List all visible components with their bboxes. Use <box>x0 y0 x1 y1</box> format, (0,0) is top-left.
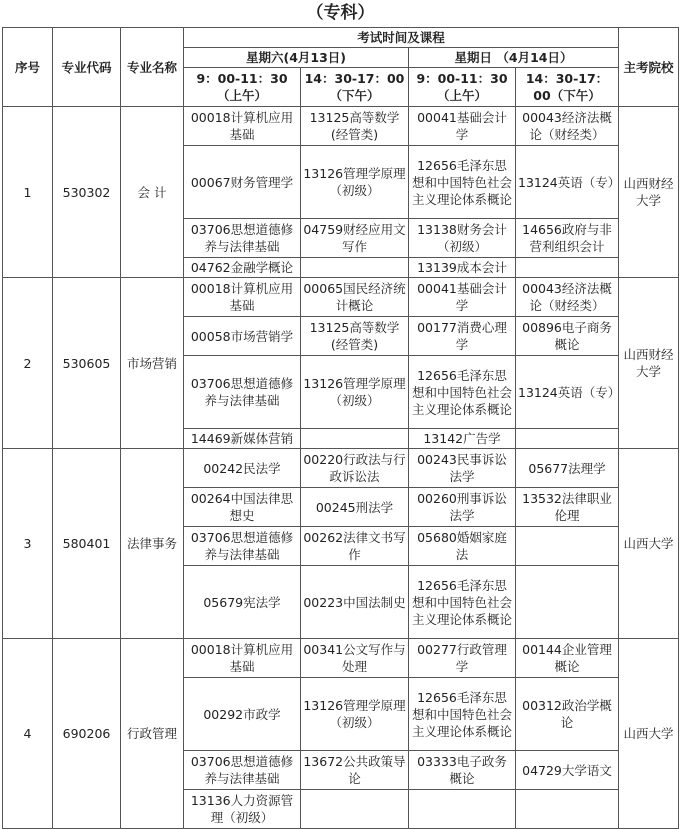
course-cell: 00242民法学 <box>184 449 301 488</box>
course-cell <box>516 527 619 566</box>
header-exam-schedule: 考试时间及课程 <box>184 28 619 48</box>
major-seq: 3 <box>3 449 53 639</box>
header-schools: 主考院校 <box>619 28 679 107</box>
major-name: 行政管理 <box>121 639 184 829</box>
course-cell: 00245刑法学 <box>301 488 409 527</box>
course-cell: 12656毛泽东思想和中国特色社会主义理论体系概论 <box>409 146 516 219</box>
course-cell: 12656毛泽东思想和中国特色社会主义理论体系概论 <box>409 356 516 429</box>
course-cell: 00043经济法概论（财经类） <box>516 278 619 317</box>
course-cell <box>516 258 619 278</box>
header-major-code: 专业代码 <box>53 28 121 107</box>
major-seq: 4 <box>3 639 53 829</box>
course-cell: 00292市政学 <box>184 678 301 751</box>
course-cell: 13124英语（专） <box>516 146 619 219</box>
course-cell: 00018计算机应用基础 <box>184 639 301 678</box>
header-slot-sat-pm: 14：30-17：00（下午） <box>301 68 409 107</box>
course-cell: 00896电子商务概论 <box>516 317 619 356</box>
course-cell: 00312政治学概论 <box>516 678 619 751</box>
major-name: 市场营销 <box>121 278 184 449</box>
major-code: 690206 <box>53 639 121 829</box>
course-cell: 13532法律职业伦理 <box>516 488 619 527</box>
course-cell: 13138财务会计（初级） <box>409 219 516 258</box>
page-title: （专科） <box>306 3 375 23</box>
major-name: 法律事务 <box>121 449 184 639</box>
header-slot-sun-pm: 14：30-17：00（下午） <box>516 68 619 107</box>
course-cell: 13125高等数学(经管类) <box>301 107 409 146</box>
header-major-name: 专业名称 <box>121 28 184 107</box>
course-cell: 00177消费心理学 <box>409 317 516 356</box>
course-cell: 05677法理学 <box>516 449 619 488</box>
major-school: 山西大学 <box>619 449 679 639</box>
course-cell <box>516 429 619 449</box>
course-cell: 00223中国法制史 <box>301 566 409 639</box>
course-cell: 00041基础会计学 <box>409 107 516 146</box>
course-cell: 00018计算机应用基础 <box>184 107 301 146</box>
course-cell <box>516 566 619 639</box>
course-cell: 05679宪法学 <box>184 566 301 639</box>
course-cell: 13126管理学原理（初级） <box>301 356 409 429</box>
major-school: 山西大学 <box>619 639 679 829</box>
course-cell <box>301 429 409 449</box>
course-cell: 04759财经应用文写作 <box>301 219 409 258</box>
course-cell: 00144企业管理概论 <box>516 639 619 678</box>
course-cell: 13139成本会计 <box>409 258 516 278</box>
course-cell: 00058市场营销学 <box>184 317 301 356</box>
exam-schedule-table <box>2 27 679 829</box>
course-cell: 03333电子政务概论 <box>409 751 516 790</box>
header-slot-sun-am: 9：00-11：30（上午） <box>409 68 516 107</box>
major-code: 580401 <box>53 449 121 639</box>
course-cell: 00043经济法概论（财经类） <box>516 107 619 146</box>
course-cell: 03706思想道德修养与法律基础 <box>184 356 301 429</box>
course-cell: 03706思想道德修养与法律基础 <box>184 751 301 790</box>
course-cell: 14656政府与非营利组织会计 <box>516 219 619 258</box>
course-cell: 00041基础会计学 <box>409 278 516 317</box>
major-seq: 2 <box>3 278 53 449</box>
course-cell: 13124英语（专） <box>516 356 619 429</box>
major-school: 山西财经大学 <box>619 278 679 449</box>
header-seq: 序号 <box>3 28 53 107</box>
course-cell: 14469新媒体营销 <box>184 429 301 449</box>
course-cell: 00264中国法律思想史 <box>184 488 301 527</box>
course-cell: 00243民事诉讼法学 <box>409 449 516 488</box>
major-seq: 1 <box>3 107 53 278</box>
course-cell: 05680婚姻家庭法 <box>409 527 516 566</box>
course-cell: 13125高等数学(经管类) <box>301 317 409 356</box>
course-cell: 03706思想道德修养与法律基础 <box>184 219 301 258</box>
course-cell: 13136人力资源管理（初级） <box>184 790 301 829</box>
course-cell: 00277行政管理学 <box>409 639 516 678</box>
course-cell: 00220行政法与行政诉讼法 <box>301 449 409 488</box>
major-code: 530302 <box>53 107 121 278</box>
schedule-body <box>3 107 679 829</box>
course-cell: 00067财务管理学 <box>184 146 301 219</box>
course-cell: 00065国民经济统计概论 <box>301 278 409 317</box>
course-cell: 04762金融学概论 <box>184 258 301 278</box>
course-cell: 04729大学语文 <box>516 751 619 790</box>
course-cell: 00262法律文书写作 <box>301 527 409 566</box>
course-cell <box>301 258 409 278</box>
major-school: 山西财经大学 <box>619 107 679 278</box>
course-cell <box>516 790 619 829</box>
course-cell: 00018计算机应用基础 <box>184 278 301 317</box>
header-day-sunday: 星期日 （4月14日） <box>409 48 619 68</box>
course-cell: 00341公文写作与处理 <box>301 639 409 678</box>
course-cell: 13142广告学 <box>409 429 516 449</box>
major-code: 530605 <box>53 278 121 449</box>
course-cell: 03706思想道德修养与法律基础 <box>184 527 301 566</box>
course-cell: 12656毛泽东思想和中国特色社会主义理论体系概论 <box>409 678 516 751</box>
course-cell: 13672公共政策导论 <box>301 751 409 790</box>
course-cell: 13126管理学原理（初级） <box>301 146 409 219</box>
major-name: 会 计 <box>121 107 184 278</box>
course-cell: 00260刑事诉讼法学 <box>409 488 516 527</box>
header-slot-sat-am: 9：00-11：30（上午） <box>184 68 301 107</box>
course-cell <box>301 790 409 829</box>
course-cell <box>409 790 516 829</box>
header-day-saturday: 星期六(4月13日) <box>184 48 409 68</box>
course-cell: 13126管理学原理（初级） <box>301 678 409 751</box>
course-cell: 12656毛泽东思想和中国特色社会主义理论体系概论 <box>409 566 516 639</box>
